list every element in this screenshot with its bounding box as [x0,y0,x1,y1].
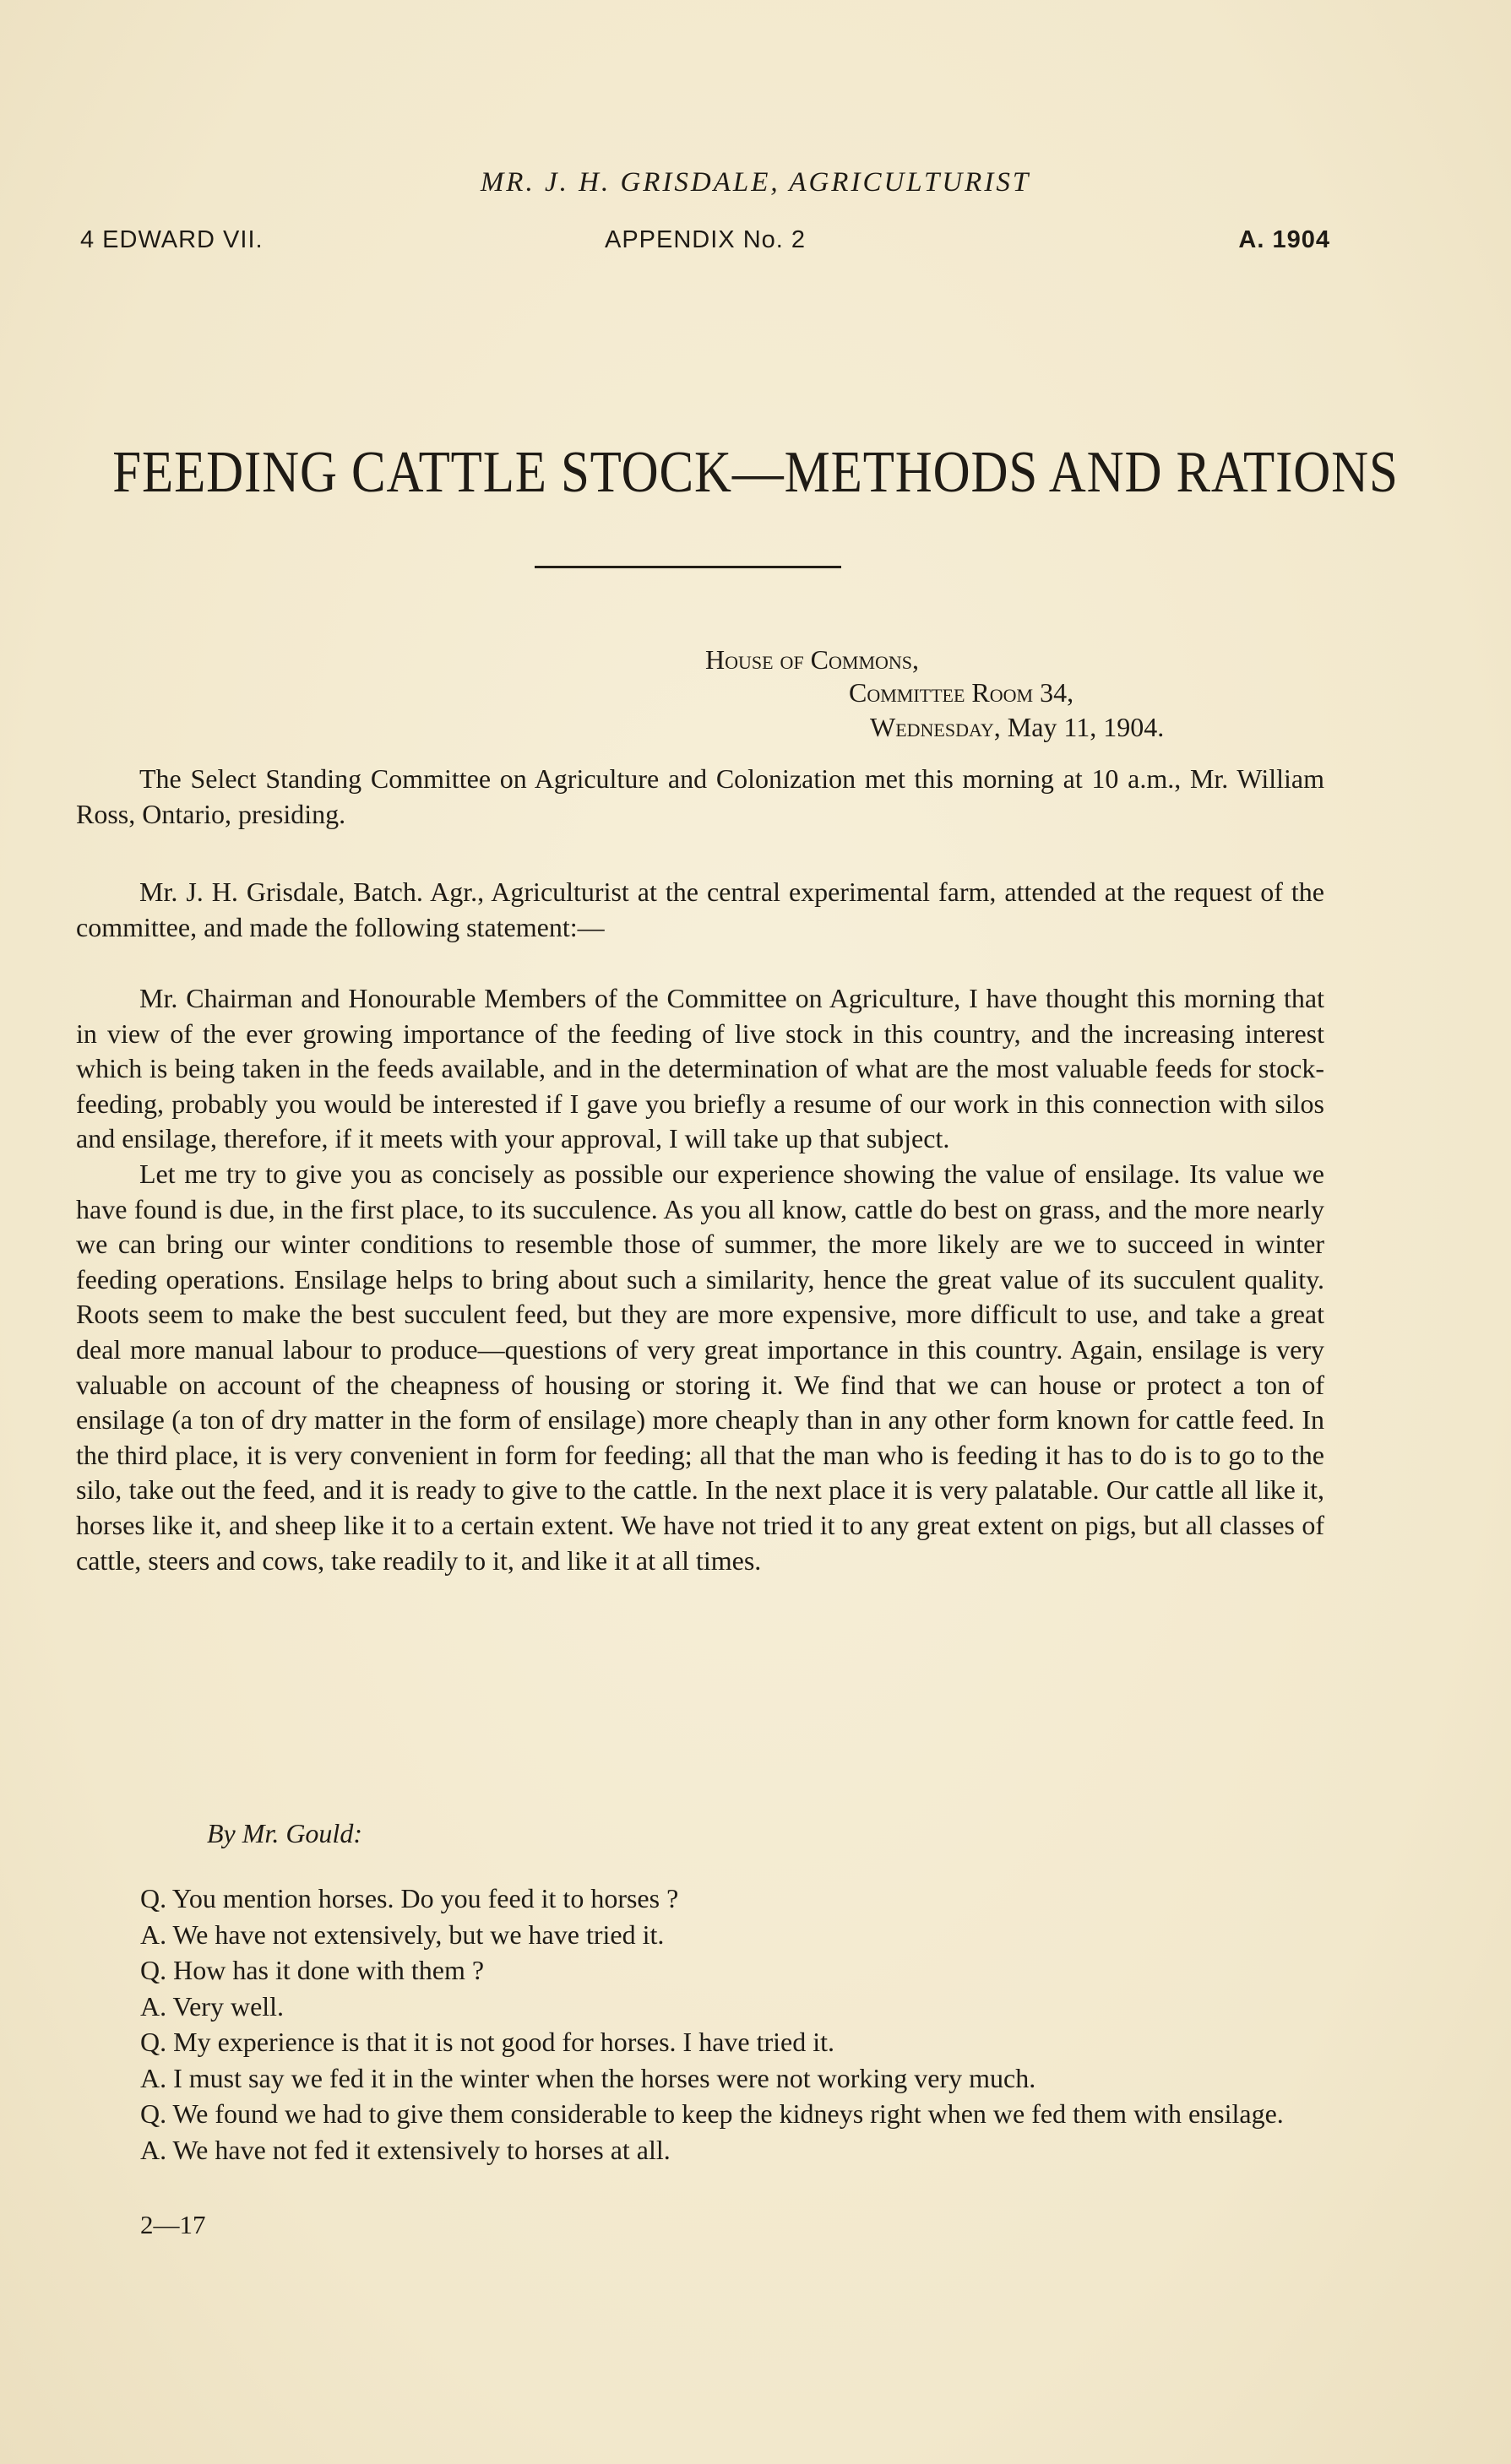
question-answer-list [76,1881,1324,2168]
dateline-day: Wednesday, [870,712,1001,742]
paragraph-text: Mr. J. H. Grisdale, Batch. Agr., Agriculturist at the central experimental farm, attended at the request of the committee, and made the following statement:— [76,877,1324,942]
paragraph-text: The Select Standing Committee on Agriculture and Colonization met this morning at 10 a.m., Mr. William Ross, Ontario, presiding. [76,763,1324,829]
dateline-house: House of Commons, [705,644,920,675]
qa-line: A. I must say we fed it in the winter when the horses were not working very much. [140,2062,1036,2093]
paragraph-attendance [76,875,1324,945]
speaker-byline: By Mr. Gould: [207,1818,362,1848]
qa-line: Q. We found we had to give them considerable to keep the kidneys right when we fed them with ensilage. [140,2098,1284,2129]
paragraph-text: Let me try to give you as concisely as possible our experience showing the value of ensilage. Its value we have found is due, in the first place, to its succulence. As you all know, cattle do best on grass, and the more nearly we can bring our winter conditions to resemble those of summer, the more likely are we to succeed in winter feeding operations. Ensilage helps to bring about such a similarity, hence the great value of its succulent quality. Roots seem to make the best succulent feed, but they are more expensive, more difficult to use, and take a great deal more manual labour to produce—questions of very great importance in this country. Again, ensilage is very valuable on account of the cheapness of housing or storing it. We find that we can house or protect a ton of ensilage (a ton of dry matter in the form of ensilage) more cheaply than in any other form known for cattle feed. In the third place, it is very convenient in form for feeding; all that the man who is feeding it has to do is to go to the silo, take out the feed, and it is ready to give to the cattle. In the next place it is very palatable. Our cattle all like it, horses like it, and sheep like it to a certain extent. We have not tried it to any great extent on pigs, but all classes of cattle, steers and cows, take readily to it, and like it at all times. [76,1158,1324,1576]
running-head: MR. J. H. GRISDALE, AGRICULTURIST [480,167,1031,198]
qa-line: A. Very well. [140,1990,285,2022]
dateline-day-date: May 11, 1904. [1007,712,1165,742]
signature-mark: 2—17 [140,2210,206,2239]
page-header [80,226,1330,263]
qa-line: A. We have not fed it extensively to horses at all. [140,2134,671,2165]
qa-line: Q. My experience is that it is not good for horses. I have tried it. [140,2027,835,2057]
paragraph-committee-met [76,762,1324,832]
title-rule [535,566,841,568]
dateline-room: Committee Room 34, [849,677,1074,708]
dateline-date [870,712,1164,743]
header-year: A. 1904 [1238,226,1330,253]
header-appendix: APPENDIX No. 2 [604,226,807,253]
qa-line: A. We have not extensively, but we have tried it. [140,1919,665,1950]
statement-body [76,981,1324,1578]
page-title: FEEDING CATTLE STOCK—METHODS AND RATIONS [112,440,1399,505]
qa-line: Q. How has it done with them ? [140,1955,485,1985]
header-regnal-year: 4 EDWARD VII. [80,226,264,253]
qa-line: Q. You mention horses. Do you feed it to horses ? [140,1883,679,1913]
paragraph-text: Mr. Chairman and Honourable Members of the Committee on Agriculture, I have thought this morning that in view of the ever growing importance of the feeding of live stock in this country, and the increasing interest which is being taken in the feeds available, and in the determination of what are the most valuable feeds for stock-feeding, probably you would be interested if I gave you briefly a resume of our work in this connection with silos and ensilage, therefore, if it meets with your approval, I will take up that subject. [76,983,1324,1154]
